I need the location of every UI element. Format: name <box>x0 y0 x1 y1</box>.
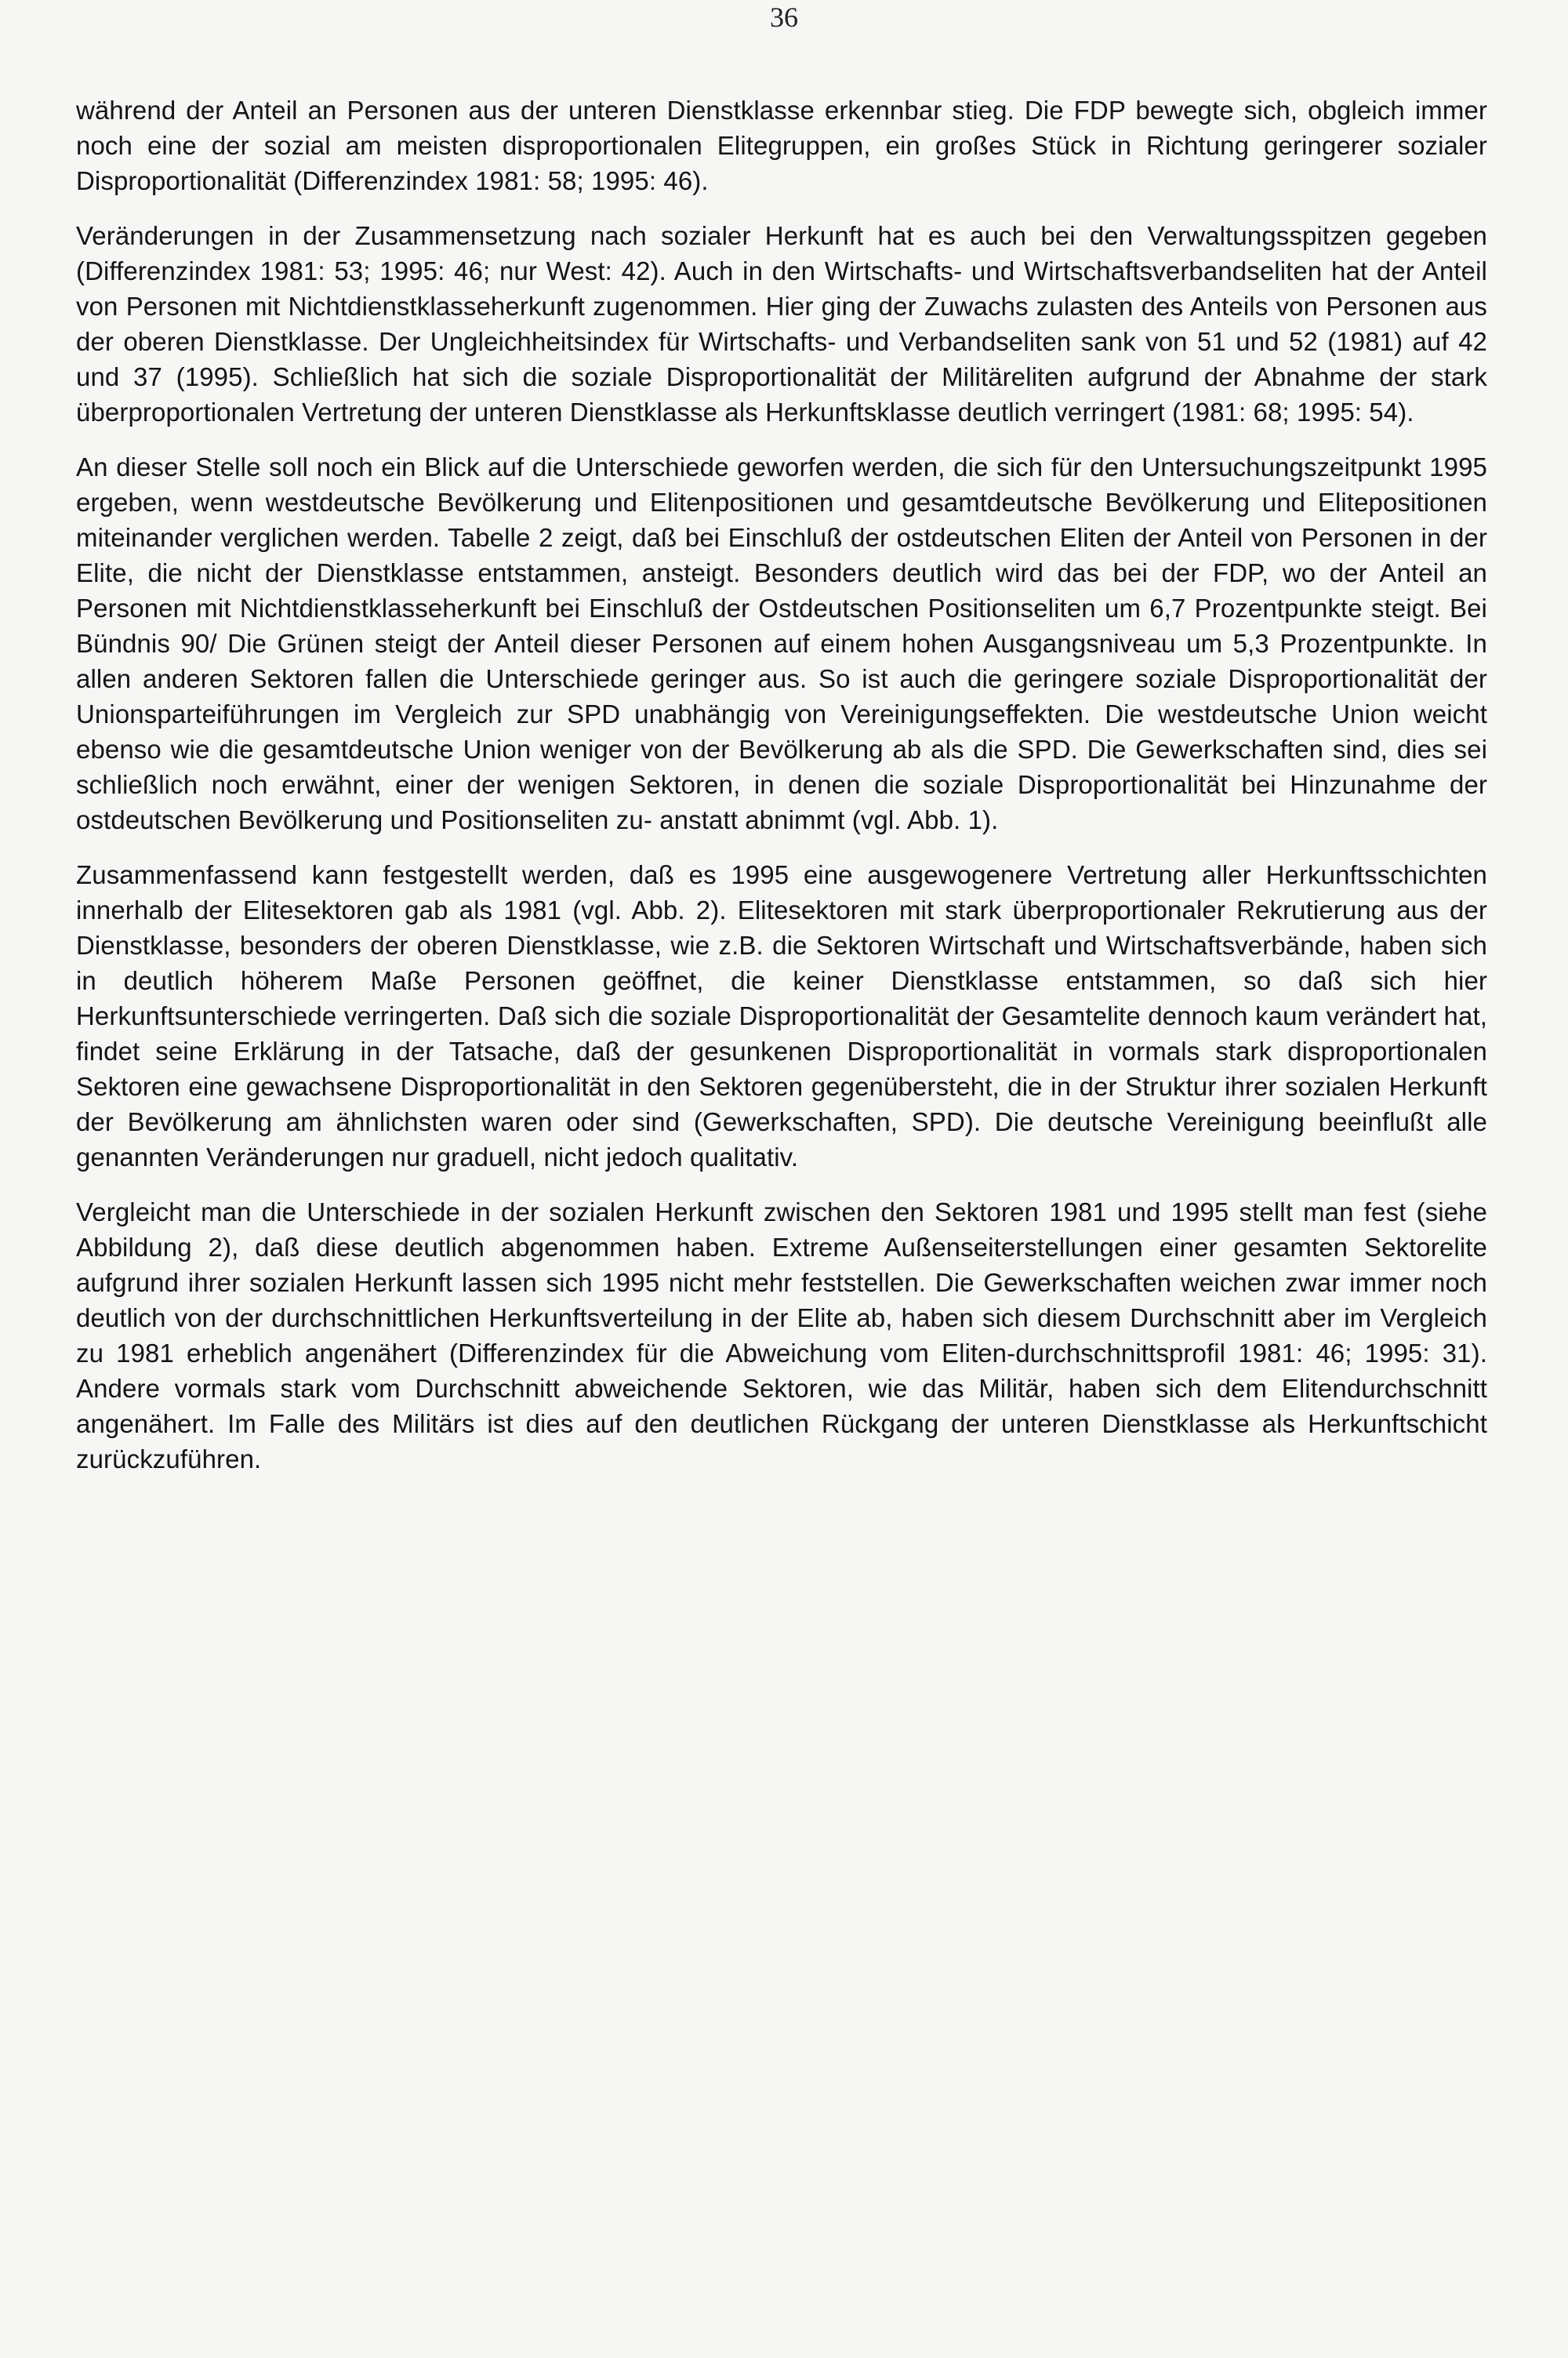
paragraph: Veränderungen in der Zusammensetzung nach sozialer Herkunft hat es auch bei den Verwaltungsspitzen gegeben (Differenzindex 1981: 53; 1995: 46; nur West: 42). Auch in den Wirtschafts- und Wirtschaftsverbandseliten hat der Anteil von Personen mit Nichtdienstklasseherkunft zugenommen. Hier ging der Zuwachs zulasten des Anteils von Personen aus der oberen Dienstklasse. Der Ungleichheitsindex für Wirtschafts- und Verbandseliten sank von 51 und 52 (1981) auf 42 und 37 (1995). Schließlich hat sich die soziale Disproportionalität der Militäreliten aufgrund der Abnahme der stark überproportionalen Vertretung der unteren Dienstklasse als Herkunftsklasse deutlich verringert (1981: 68; 1995: 54). <box>76 221 1487 427</box>
paragraph: während der Anteil an Personen aus der unteren Dienstklasse erkennbar stieg. Die FDP bewegte sich, obgleich immer noch eine der sozial am meisten disproportionalen Elitegruppen, ein großes Stück in Richtung geringerer sozialer Disproportionalität (Differenzindex 1981: 58; 1995: 46). <box>76 96 1487 195</box>
paragraph: Zusammenfassend kann festgestellt werden, daß es 1995 eine ausgewogenere Vertretung aller Herkunftsschichten innerhalb der Elitesektoren gab als 1981 (vgl. Abb. 2). Elitesektoren mit stark überproportionaler Rekrutierung aus der Dienstklasse, besonders der oberen Dienstklasse, wie z.B. die Sektoren Wirtschaft und Wirtschaftsverbände, haben sich in deutlich höherem Maße Personen geöffnet, die keiner Dienstklasse entstammen, so daß sich hier Herkunftsunterschiede verringerten. Daß sich die soziale Disproportionalität der Gesamtelite dennoch kaum verändert hat, findet seine Erklärung in der Tatsache, daß der gesunkenen Disproportionalität in vormals stark disproportionalen Sektoren eine gewachsene Disproportionalität in den Sektoren gegenübersteht, die in der Struktur ihrer sozialen Herkunft der Bevölkerung am ähnlichsten waren oder sind (Gewerkschaften, SPD). Die deutsche Vereinigung beeinflußt alle genannten Veränderungen nur graduell, nicht jedoch qualitativ. <box>76 860 1487 1172</box>
paragraph: An dieser Stelle soll noch ein Blick auf die Unterschiede geworfen werden, die sich für den Untersuchungszeitpunkt 1995 ergeben, wenn westdeutsche Bevölkerung und Elitenpositionen und gesamtdeutsche Bevölkerung und Elitepositionen miteinander verglichen werden. Tabelle 2 zeigt, daß bei Einschluß der ostdeutschen Eliten der Anteil von Personen in der Elite, die nicht der Dienstklasse entstammen, ansteigt. Besonders deutlich wird das bei der FDP, wo der Anteil an Personen mit Nichtdienstklasseherkunft bei Einschluß der Ostdeutschen Positionseliten um 6,7 Prozentpunkte steigt. Bei Bündnis 90/ Die Grünen steigt der Anteil dieser Personen auf einem hohen Ausgangsniveau um 5,3 Prozentpunkte. In allen anderen Sektoren fallen die Unterschiede geringer aus. So ist auch die geringere soziale Disproportionalität der Unionsparteiführungen im Vergleich zur SPD unabhängig von Vereinigungseffekten. Die westdeutsche Union weicht ebenso wie die gesamtdeutsche Union weniger von der Bevölkerung ab als die SPD. Die Gewerkschaften sind, dies sei schließlich noch erwähnt, einer der wenigen Sektoren, in denen die soziale Disproportionalität bei Hinzunahme der ostdeutschen Bevölkerung und Positionseliten zu- anstatt abnimmt (vgl. Abb. 1). <box>76 452 1487 834</box>
page-number: 36 <box>770 2 798 33</box>
body-text <box>76 93 1487 1477</box>
paragraph: Vergleicht man die Unterschiede in der sozialen Herkunft zwischen den Sektoren 1981 und 1995 stellt man fest (siehe Abbildung 2), daß diese deutlich abgenommen haben. Extreme Außenseiterstellungen einer gesamten Sektorelite aufgrund ihrer sozialen Herkunft lassen sich 1995 nicht mehr feststellen. Die Gewerkschaften weichen zwar immer noch deutlich von der durchschnittlichen Herkunftsverteilung in der Elite ab, haben sich diesem Durchschnitt aber im Vergleich zu 1981 erheblich angenähert (Differenzindex für die Abweichung vom Eliten-durchschnittsprofil 1981: 46; 1995: 31). Andere vormals stark vom Durchschnitt abweichende Sektoren, wie das Militär, haben sich dem Elitendurchschnitt angenähert. Im Falle des Militärs ist dies auf den deutlichen Rückgang der unteren Dienstklasse als Herkunftschicht zurückzuführen. <box>76 1197 1487 1473</box>
